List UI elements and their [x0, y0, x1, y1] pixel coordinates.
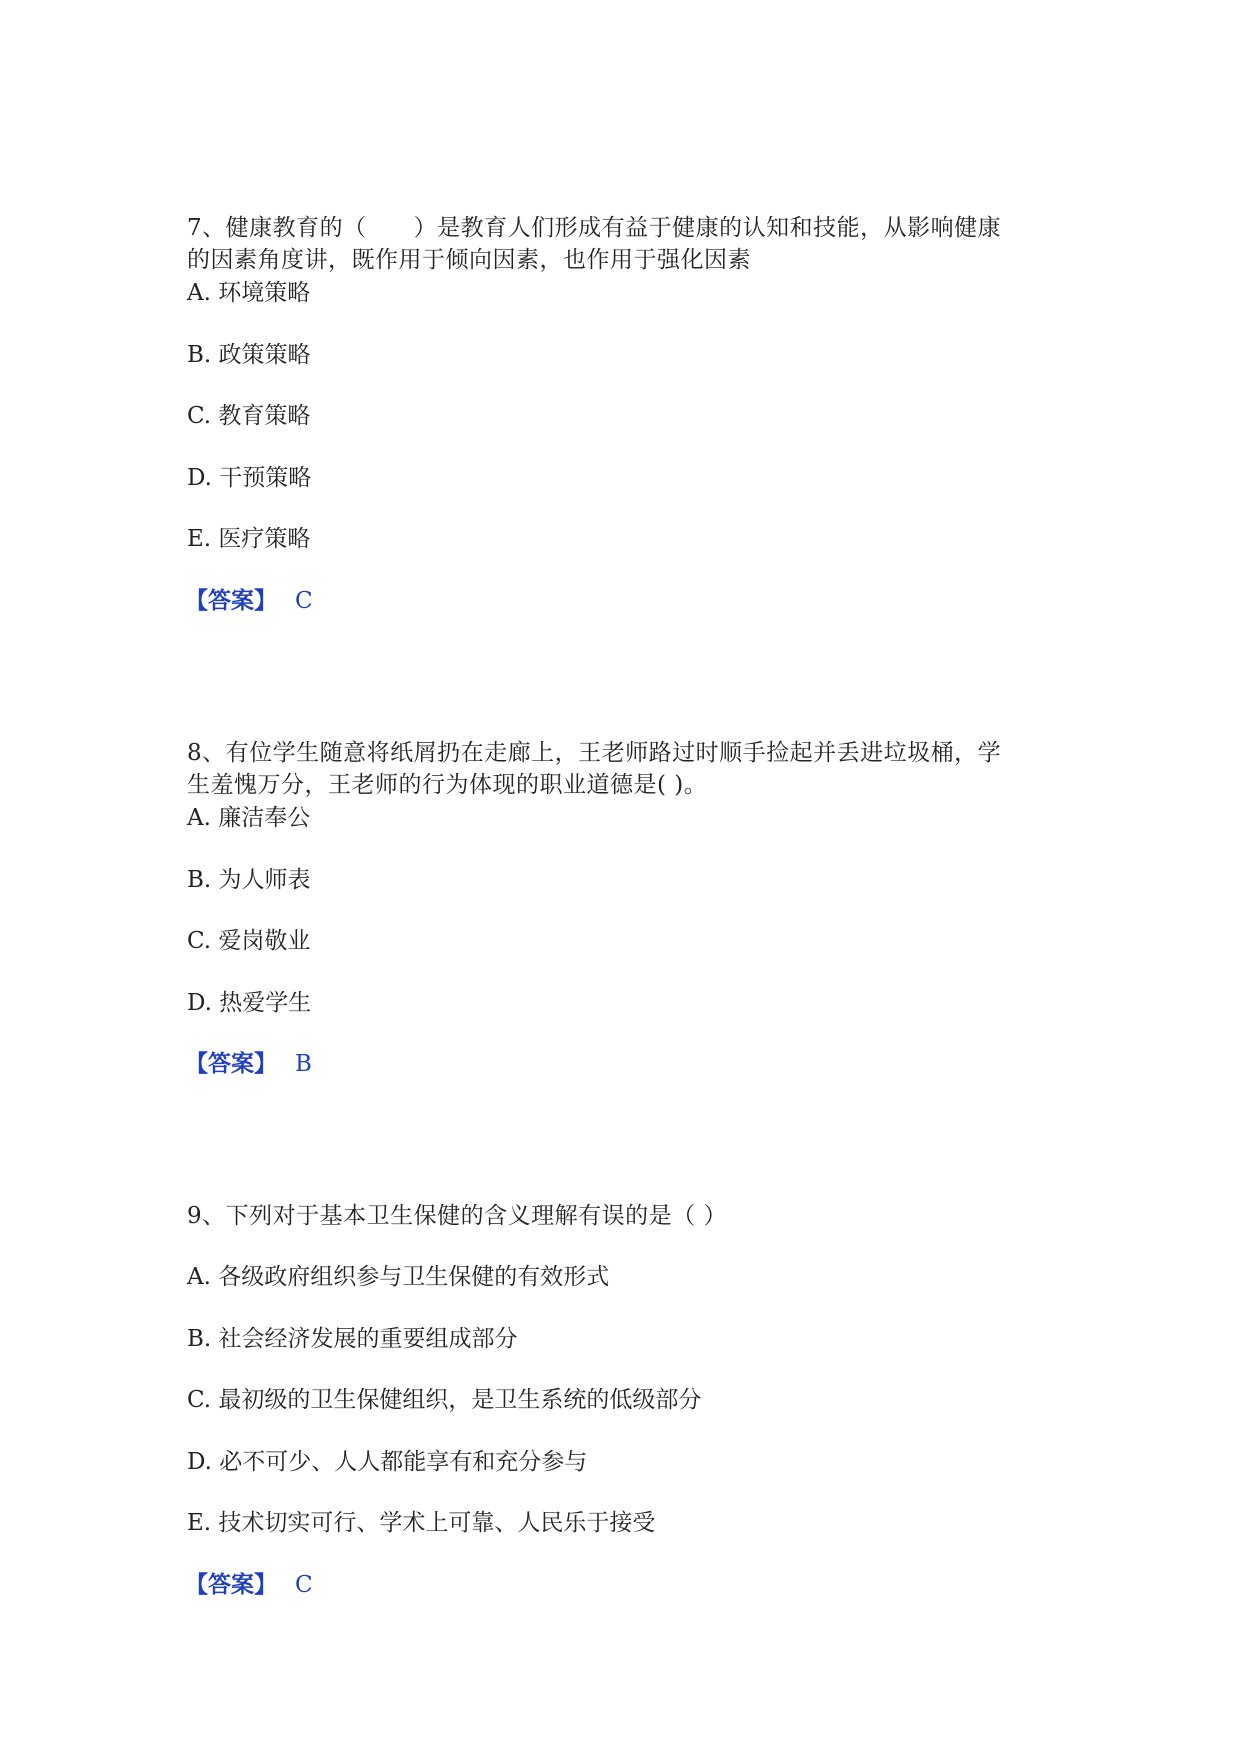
option-e: E. 医疗策略: [187, 526, 311, 552]
option-a: A. 廉洁奉公: [187, 805, 311, 831]
answer-value: C: [295, 588, 313, 614]
option-d: D. 干预策略: [187, 465, 312, 491]
option-b: B. 社会经济发展的重要组成部分: [187, 1326, 518, 1352]
answer-line: [185, 585, 313, 617]
option-e: E. 技术切实可行、学术上可靠、人民乐于接受: [187, 1510, 656, 1536]
answer-line: [185, 1569, 313, 1601]
question-stem-line-1: 7、健康教育的（ ）是教育人们形成有益于健康的认知和技能，从影响健康: [187, 215, 1002, 241]
option-c: C. 教育策略: [187, 403, 311, 429]
question-stem-line-2: 生羞愧万分，王老师的行为体现的职业道德是( )。: [187, 772, 708, 798]
question-8: [185, 737, 1057, 1077]
option-a: A. 各级政府组织参与卫生保健的有效形式: [187, 1264, 610, 1290]
answer-line: [185, 1048, 312, 1080]
option-b: B. 政策策略: [187, 342, 311, 368]
answer-tag: 【答案】: [185, 1571, 277, 1598]
question-7: [185, 212, 1057, 614]
option-c: C. 爱岗敬业: [187, 928, 311, 954]
question-9: [185, 1200, 1057, 1598]
answer-value: B: [295, 1051, 312, 1077]
answer-value: C: [295, 1572, 313, 1598]
answer-tag: 【答案】: [185, 1050, 277, 1077]
answer-tag: 【答案】: [185, 587, 277, 614]
option-c: C. 最初级的卫生保健组织，是卫生系统的低级部分: [187, 1387, 702, 1413]
option-d: D. 必不可少、人人都能享有和充分参与: [187, 1449, 588, 1475]
option-a: A. 环境策略: [187, 280, 311, 306]
option-d: D. 热爱学生: [187, 990, 312, 1016]
option-b: B. 为人师表: [187, 867, 311, 893]
question-stem-line-2: 的因素角度讲，既作用于倾向因素，也作用于强化因素: [187, 247, 751, 273]
question-stem-line-1: 9、下列对于基本卫生保健的含义理解有误的是（ ）: [187, 1203, 727, 1229]
question-stem-line-1: 8、有位学生随意将纸屑扔在走廊上，王老师路过时顺手捡起并丢进垃圾桶，学: [187, 740, 1002, 766]
